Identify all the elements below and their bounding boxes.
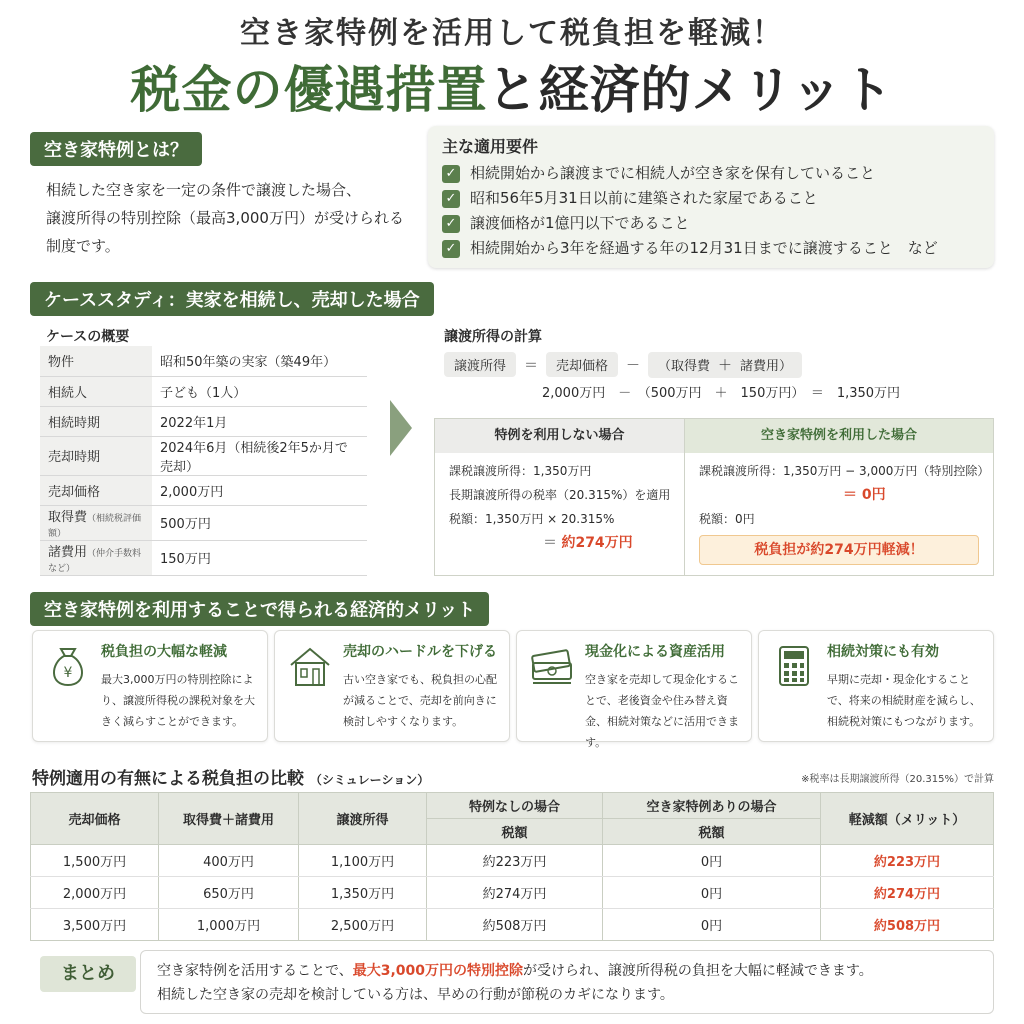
merit-title: 税負担の大幅な軽減 xyxy=(101,644,227,660)
requirements-title: 主な適用要件 xyxy=(442,137,539,156)
calc-line: 税額：0円 xyxy=(699,512,755,526)
calc-with-head: 空き家特例を利用した場合 xyxy=(685,419,993,453)
col-header: 売却価格 xyxy=(31,793,159,845)
title-green-part: 税金の優遇措置 xyxy=(130,61,488,119)
case-key: 相続人 xyxy=(40,376,152,406)
col-header: 空き家特例ありの場合 xyxy=(603,793,821,819)
case-value: 2022年1月 xyxy=(152,406,367,436)
case-key: 物件 xyxy=(40,346,152,376)
col-subheader: 税額 xyxy=(603,819,821,845)
col-subheader: 税額 xyxy=(427,819,603,845)
case-study-tag: ケーススタディ：実家を相続し、売却した場合 xyxy=(30,282,434,316)
table-row xyxy=(40,376,367,406)
svg-text:¥: ¥ xyxy=(63,665,73,681)
table-row xyxy=(31,909,994,941)
requirement-text: 譲渡価格が1億円以下であること xyxy=(470,214,690,232)
merit-card xyxy=(758,630,994,742)
check-icon: ✓ xyxy=(442,240,460,258)
cell: 1,500万円 xyxy=(31,845,159,877)
check-icon: ✓ xyxy=(442,190,460,208)
comparison-note: ※税率は長期譲渡所得（20.315%）で計算 xyxy=(801,774,994,785)
page-subtitle: 空き家特例を活用して税負担を軽減！ xyxy=(240,16,784,51)
calc-without-column xyxy=(435,419,685,575)
calc-without-head: 特例を利用しない場合 xyxy=(435,419,684,453)
case-value: 昭和50年築の実家（築49年） xyxy=(152,346,367,376)
table-row xyxy=(40,505,367,540)
comparison-table xyxy=(30,792,994,941)
case-key: 売却価格 xyxy=(40,475,152,505)
saving-cell: 約508万円 xyxy=(821,909,994,941)
table-row xyxy=(40,406,367,436)
formula-term: 譲渡所得 xyxy=(444,352,516,377)
summary-tag: まとめ xyxy=(40,956,136,992)
money-bag-icon xyxy=(43,641,93,691)
page-title xyxy=(0,50,1024,122)
cell: 約508万円 xyxy=(427,909,603,941)
calc-line: 課税譲渡所得：1,350万円 xyxy=(449,464,592,478)
summary-box xyxy=(140,950,994,1014)
cell: 400万円 xyxy=(159,845,299,877)
intro-line: 譲渡所得の特別控除（最高3,000万円）が受けられる xyxy=(46,209,404,227)
calc-comparison-box xyxy=(434,418,994,576)
merit-title: 売却のハードルを下げる xyxy=(343,644,497,660)
cell: 2,000万円 xyxy=(31,877,159,909)
merit-desc: 古い空き家でも、税負担の心配が減ることで、売却を前向きに検討しやすくなります。 xyxy=(343,673,497,728)
summary-line: 空き家特例を活用することで、最大3,000万円の特別控除が受けられ、譲渡所得税の負担を大幅に軽減できます。 xyxy=(157,963,873,979)
calc-without-result: ＝ 約274万円 xyxy=(543,535,633,551)
calc-formula-values: 2,000万円 － （500万円 ＋ 150万円） ＝ 1,350万円 xyxy=(542,386,901,401)
calc-line: 課税譲渡所得：1,350万円 − 3,000万円（特別控除） xyxy=(699,464,990,478)
intro-line: 制度です。 xyxy=(46,237,120,255)
check-icon: ✓ xyxy=(442,215,460,233)
merit-title: 現金化による資産活用 xyxy=(585,644,725,660)
table-row xyxy=(31,845,994,877)
case-summary-table xyxy=(40,346,367,576)
case-summary-title: ケースの概要 xyxy=(46,329,130,345)
comparison-title: 特例適用の有無による税負担の比較 （シミュレーション） xyxy=(32,769,430,789)
case-value: 500万円 xyxy=(152,505,367,540)
table-row xyxy=(40,540,367,575)
calc-with-column xyxy=(685,419,993,575)
table-row xyxy=(40,346,367,376)
cell: 0円 xyxy=(603,877,821,909)
cell: 1,100万円 xyxy=(299,845,427,877)
calc-with-result: ＝ 0円 xyxy=(843,487,886,503)
calculator-icon xyxy=(769,641,819,691)
case-value: 150万円 xyxy=(152,540,367,575)
case-key: 取得費（相続税評価額） xyxy=(40,505,152,540)
requirements-box xyxy=(428,126,994,268)
formula-op: － xyxy=(626,358,641,374)
title-rest-part: と経済的メリット xyxy=(487,61,894,119)
calc-title: 譲渡所得の計算 xyxy=(444,329,542,345)
table-row xyxy=(31,877,994,909)
table-row xyxy=(40,436,367,475)
cell: 約274万円 xyxy=(427,877,603,909)
case-value: 2024年6月（相続後2年5か月で売却） xyxy=(152,436,367,475)
case-key: 売却時期 xyxy=(40,436,152,475)
cell: 約223万円 xyxy=(427,845,603,877)
col-header: 譲渡所得 xyxy=(299,793,427,845)
summary-line: 相続した空き家の売却を検討している方は、早めの行動が節税のカギになります。 xyxy=(157,987,674,1003)
col-header: 特例なしの場合 xyxy=(427,793,603,819)
case-value: 2,000万円 xyxy=(152,475,367,505)
merit-desc: 空き家を売却して現金化することで、老後資金や住み替え資金、相続対策などに活用できます。 xyxy=(585,673,739,749)
saving-cell: 約223万円 xyxy=(821,845,994,877)
table-row xyxy=(40,475,367,505)
merit-card xyxy=(32,630,268,742)
merit-desc: 早期に売却・現金化することで、将来の相続財産を減らし、相続税対策にもつながります。 xyxy=(827,673,981,728)
cell: 3,500万円 xyxy=(31,909,159,941)
calc-line: 税額：1,350万円 × 20.315% xyxy=(449,512,615,526)
requirement-item xyxy=(442,186,980,211)
cell: 650万円 xyxy=(159,877,299,909)
requirement-text: 相続開始から譲渡までに相続人が空き家を保有していること xyxy=(470,164,876,182)
case-value: 子ども（1人） xyxy=(152,376,367,406)
intro-line: 相続した空き家を一定の条件で譲渡した場合、 xyxy=(46,181,362,199)
saving-highlight: 税負担が約274万円軽減！ xyxy=(699,535,979,565)
intro-tag: 空き家特例とは？ xyxy=(30,132,202,166)
calc-formula xyxy=(444,352,802,378)
merit-card xyxy=(516,630,752,749)
col-header: 取得費＋諸費用 xyxy=(159,793,299,845)
merits-tag: 空き家特例を利用することで得られる経済的メリット xyxy=(30,592,489,626)
calc-line: 長期譲渡所得の税率（20.315%）を適用 xyxy=(449,488,671,502)
case-key: 相続時期 xyxy=(40,406,152,436)
house-icon xyxy=(285,641,335,691)
arrow-right-icon xyxy=(390,400,412,456)
merit-card xyxy=(274,630,510,742)
saving-cell: 約274万円 xyxy=(821,877,994,909)
requirement-text: 昭和56年5月31日以前に建築された家屋であること xyxy=(470,189,818,207)
formula-term: （取得費 ＋ 諸費用） xyxy=(648,352,802,378)
cash-stack-icon xyxy=(527,641,577,691)
check-icon: ✓ xyxy=(442,165,460,183)
case-key: 諸費用（仲介手数料など） xyxy=(40,540,152,575)
cell: 0円 xyxy=(603,909,821,941)
cell: 1,000万円 xyxy=(159,909,299,941)
requirement-text: 相続開始から3年を経過する年の12月31日までに譲渡すること など xyxy=(470,239,938,257)
cell: 2,500万円 xyxy=(299,909,427,941)
requirement-item xyxy=(442,236,980,261)
merit-title: 相続対策にも有効 xyxy=(827,644,939,660)
merit-desc: 最大3,000万円の特別控除により、譲渡所得税の課税対象を大きく減らすことができます。 xyxy=(101,673,255,728)
formula-op: ＝ xyxy=(524,358,539,374)
formula-term: 売却価格 xyxy=(546,352,618,377)
requirement-item xyxy=(442,161,980,186)
cell: 1,350万円 xyxy=(299,877,427,909)
intro-text xyxy=(46,176,404,260)
cell: 0円 xyxy=(603,845,821,877)
requirement-item xyxy=(442,211,980,236)
col-header: 軽減額（メリット） xyxy=(821,793,994,845)
